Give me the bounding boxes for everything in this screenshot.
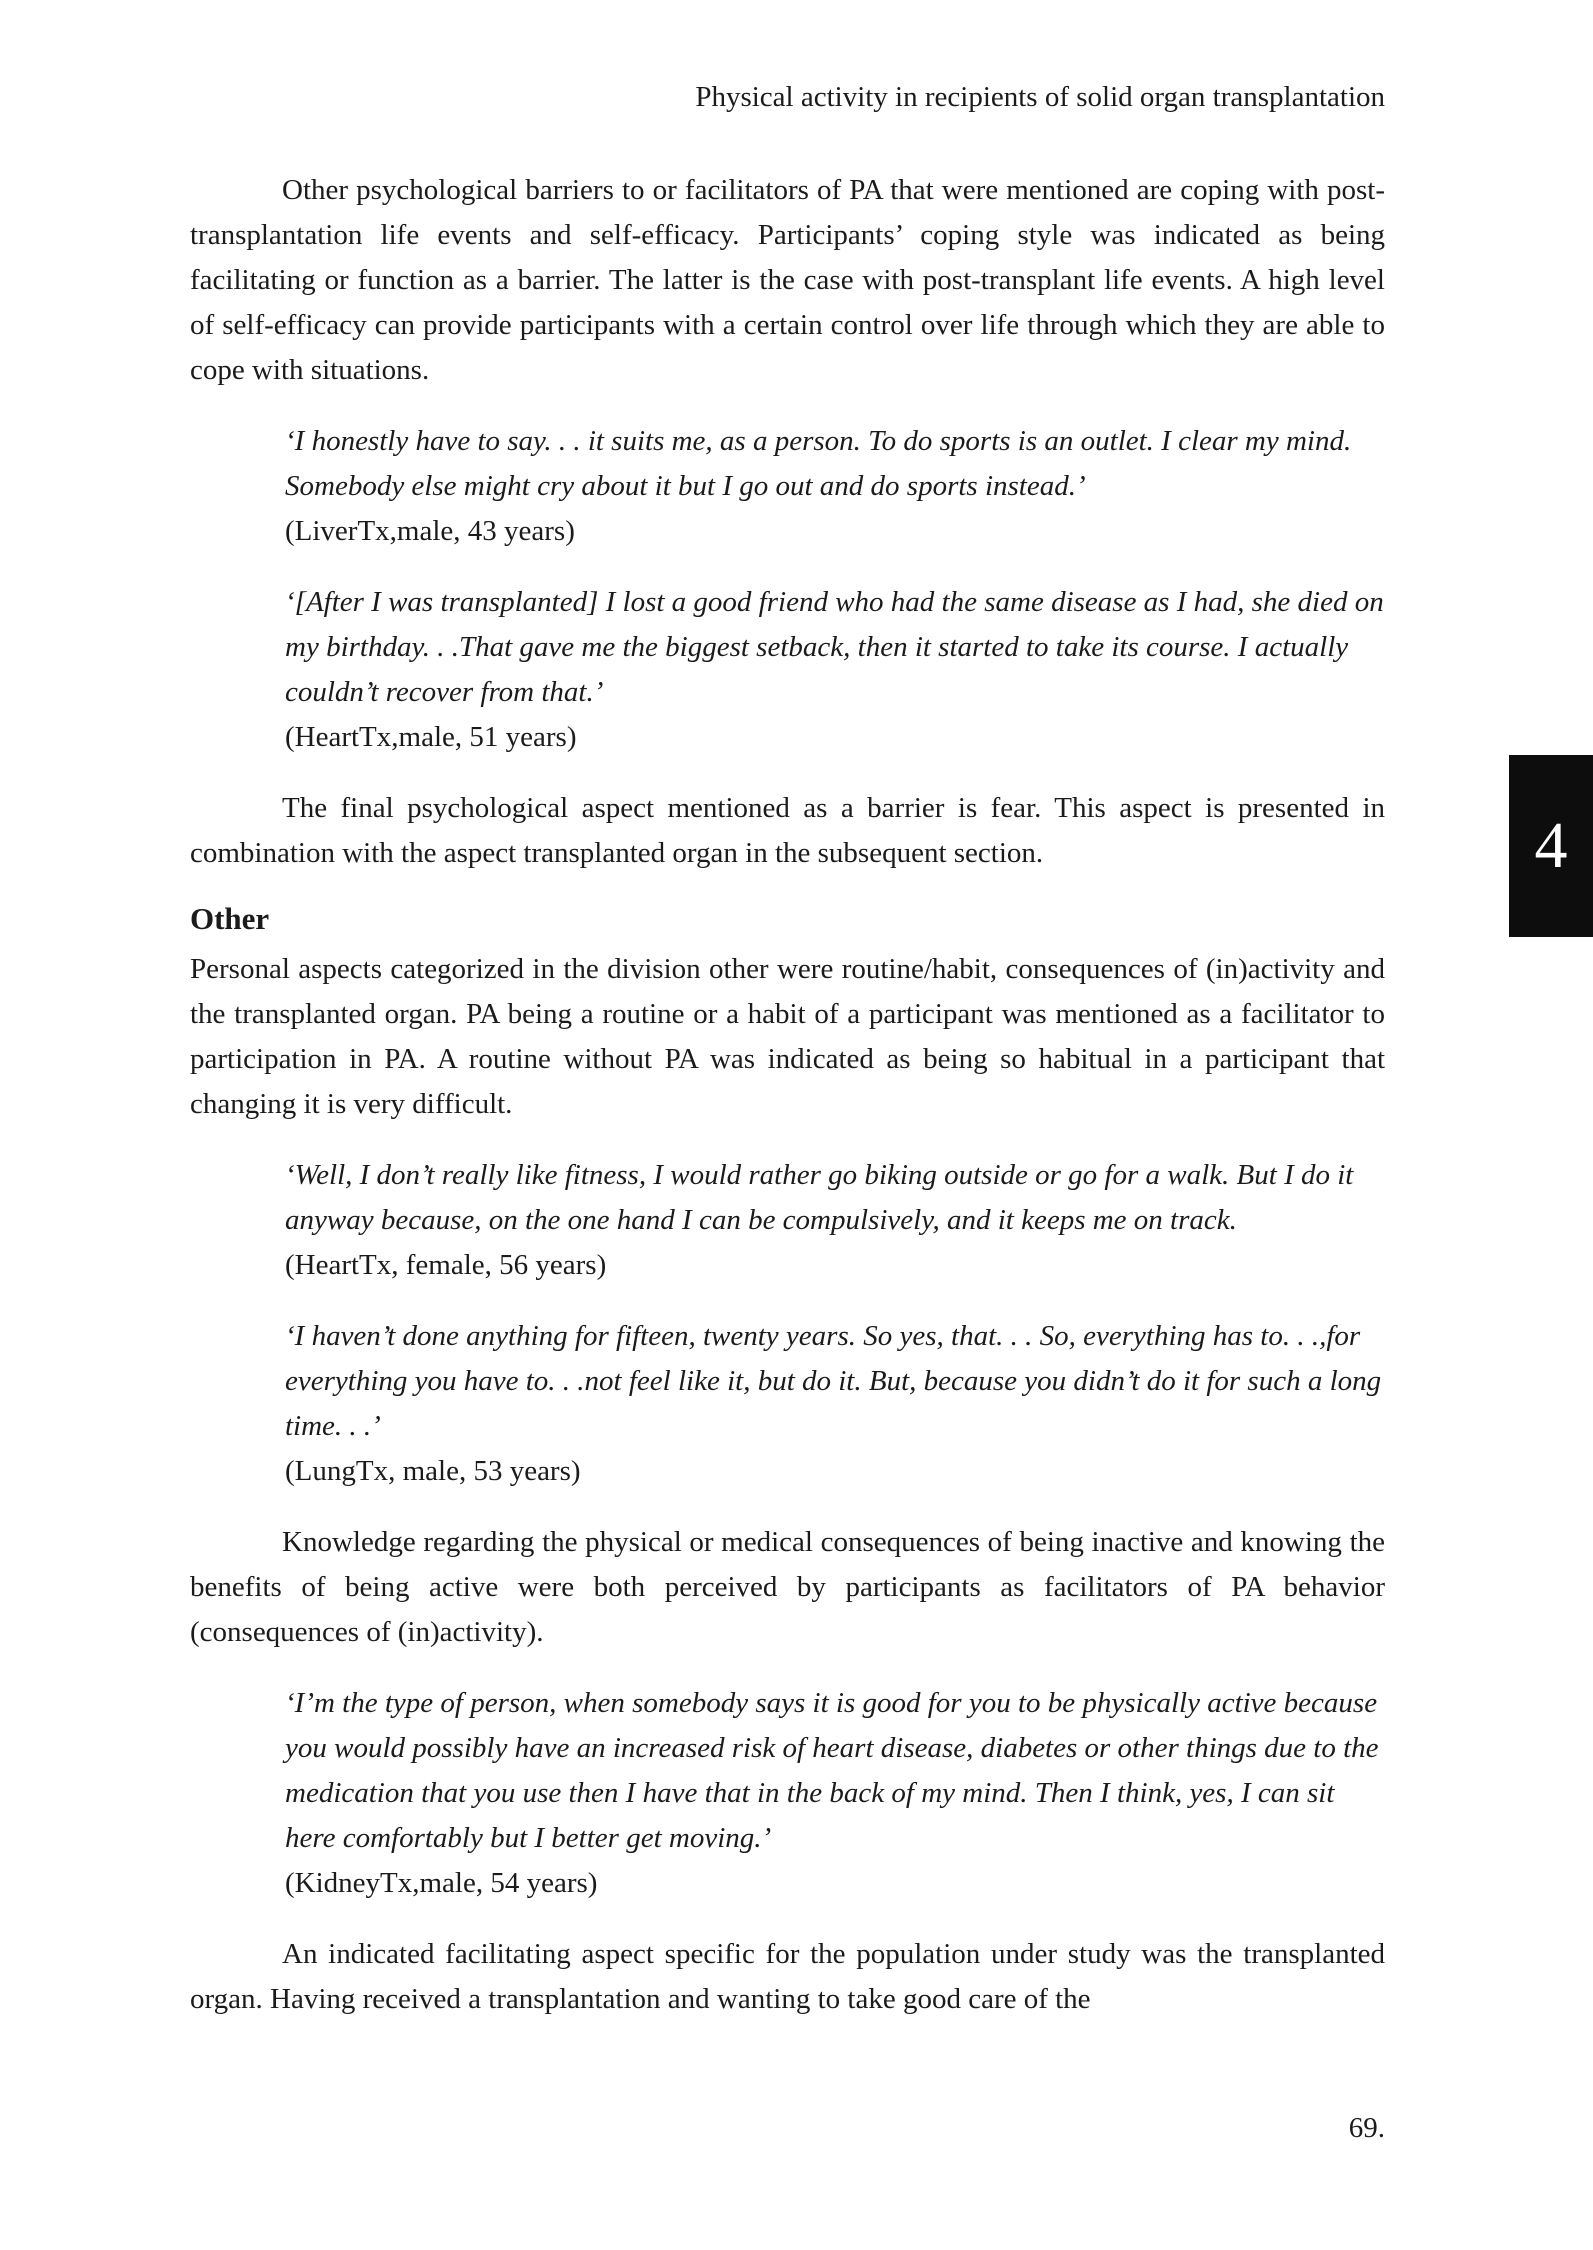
- paragraph-personal-aspects: Personal aspects categorized in the division other were routine/habit, consequences of (in)activity and the transplanted organ. PA being a routine or a habit of a participant was mentioned as a facilitator to participation in PA. A routine without PA was indicated as being so habitual in a participant that changing it is very difficult.: [190, 953, 1385, 1120]
- chapter-tab: [1509, 755, 1593, 937]
- quote-block: [285, 1153, 1385, 1288]
- quote-attribution: (LungTx, male, 53 years): [285, 1455, 581, 1487]
- quote-block: [285, 419, 1385, 554]
- quote-block: [285, 1314, 1385, 1494]
- paragraph-coping: Other psychological barriers to or facilitators of PA that were mentioned are coping with post-transplantation life events and self-efficacy. Participants’ coping style was indicated as being facilitating or function as a barrier. The latter is the case with post-transplant life events. A high level of self-efficacy can provide participants with a certain control over life through which they are able to cope with situations.: [190, 174, 1385, 386]
- running-header: Physical activity in recipients of solid organ transplantation: [695, 81, 1385, 113]
- section-heading-other: Other: [190, 901, 270, 936]
- page-number: 69.: [1348, 2112, 1385, 2144]
- quote-attribution: (HeartTx, female, 56 years): [285, 1249, 607, 1281]
- quote-block: [285, 580, 1385, 760]
- quote-text: ‘I haven’t done anything for fifteen, twenty years. So yes, that. . . So, everything has to. . .,for everything you have to. . .not feel like it, but do it. But, because you didn’t do it for such a long time. . .’: [285, 1320, 1382, 1442]
- quote-text: ‘[After I was transplanted] I lost a good friend who had the same disease as I had, she died on my birthday. . .That gave me the biggest setback, then it started to take its course. I actually couldn’t recover from that.’: [285, 586, 1384, 708]
- quote-block: [285, 1681, 1385, 1906]
- quote-text: ‘I’m the type of person, when somebody says it is good for you to be physically active because you would possibly have an increased risk of heart disease, diabetes or other things due to the medication that you use then I have that in the back of my mind. Then I think, yes, I can sit here comfortably but I better get moving.’: [285, 1687, 1379, 1854]
- paragraph-transplanted-organ: An indicated facilitating aspect specific for the population under study was the transplanted organ. Having received a transplantation and wanting to take good care of the: [190, 1938, 1385, 2015]
- paragraph-fear: The final psychological aspect mentioned as a barrier is fear. This aspect is presented in combination with the aspect transplanted organ in the subsequent section.: [190, 792, 1385, 869]
- paragraph-knowledge: Knowledge regarding the physical or medical consequences of being inactive and knowing the benefits of being active were both perceived by participants as facilitators of PA behavior (consequences of (in)activity).: [190, 1526, 1385, 1648]
- page-body-text: [190, 168, 1385, 2042]
- quote-attribution: (LiverTx,male, 43 years): [285, 515, 575, 547]
- quote-text: ‘Well, I don’t really like fitness, I would rather go biking outside or go for a walk. But I do it anyway because, on the one hand I can be compulsively, and it keeps me on track.: [285, 1159, 1354, 1236]
- quote-text: ‘I honestly have to say. . . it suits me, as a person. To do sports is an outlet. I clear my mind. Somebody else might cry about it but I go out and do sports instead.’: [285, 425, 1352, 502]
- quote-attribution: (KidneyTx,male, 54 years): [285, 1867, 598, 1899]
- quote-attribution: (HeartTx,male, 51 years): [285, 721, 577, 753]
- chapter-number: 4: [1534, 809, 1568, 882]
